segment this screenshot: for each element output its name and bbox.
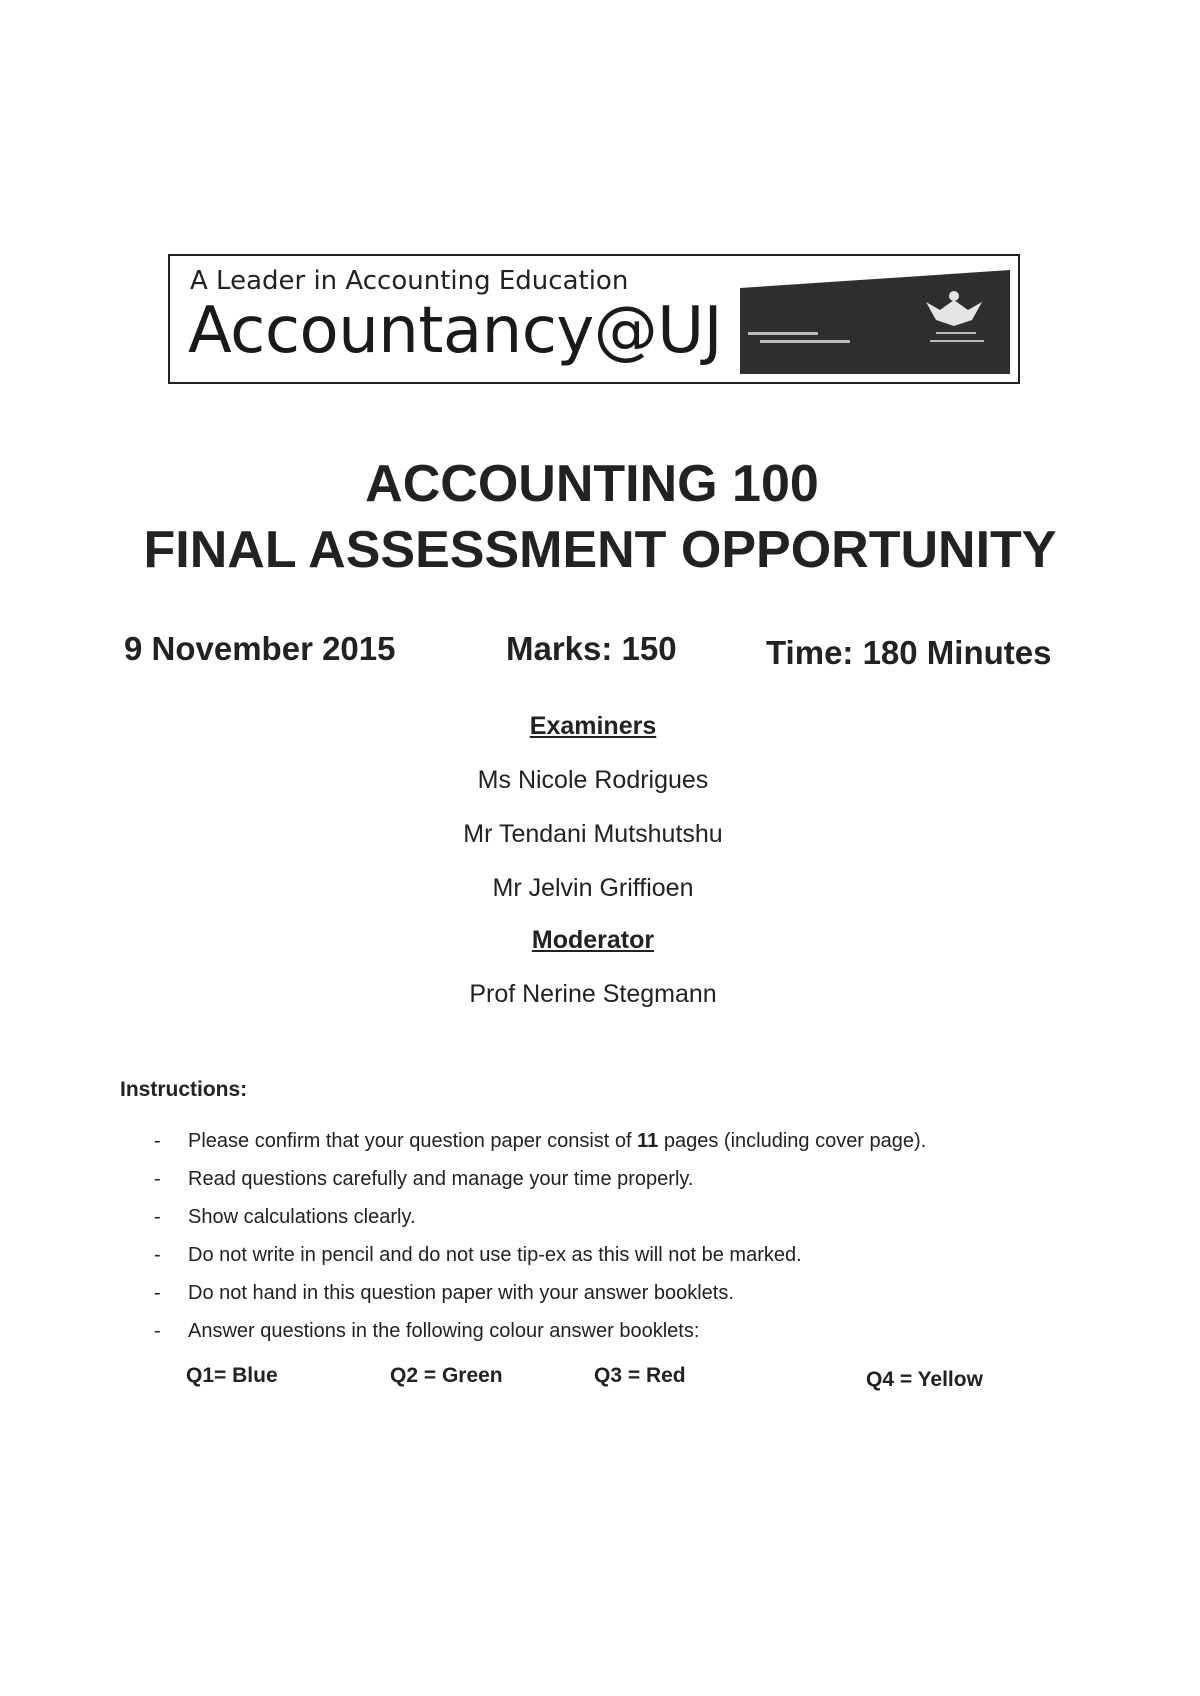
- assessment-title: FINAL ASSESSMENT OPPORTUNITY: [143, 521, 1057, 579]
- exam-date: 9 November 2015: [124, 630, 396, 667]
- examiner-name: Mr Jelvin Griffioen: [492, 874, 694, 902]
- instruction-item: - Do not write in pencil and do not use tip-ex as this will not be marked.: [154, 1244, 802, 1266]
- exam-duration: Time: 180 Minutes: [766, 634, 1052, 671]
- instructions-heading: Instructions:: [120, 1078, 248, 1101]
- booklet-colour-q1: Q1= Blue: [186, 1364, 278, 1387]
- instruction-item: - Show calculations clearly.: [154, 1206, 416, 1228]
- booklet-colour-q4: Q4 = Yellow: [866, 1368, 983, 1391]
- instruction-item: - Answer questions in the following colour answer booklets:: [154, 1320, 700, 1342]
- examiner-name: Ms Nicole Rodrigues: [477, 766, 709, 794]
- banner-tagline: A Leader in Accounting Education: [190, 266, 629, 296]
- booklet-colour-q3: Q3 = Red: [594, 1364, 686, 1387]
- instruction-item: - Do not hand in this question paper with your answer booklets.: [154, 1282, 734, 1304]
- examiners-heading: Examiners: [529, 712, 657, 740]
- examiner-name: Mr Tendani Mutshutshu: [463, 820, 723, 848]
- moderator-heading: Moderator: [531, 926, 655, 954]
- instructions-list: [150, 1128, 1050, 1356]
- course-title: ACCOUNTING 100: [365, 455, 819, 513]
- banner-brand: Accountancy@UJ: [188, 294, 722, 368]
- university-of-johannesburg-logo: [740, 270, 1010, 374]
- total-marks: Marks: 150: [506, 630, 677, 667]
- booklet-colour-q2: Q2 = Green: [390, 1364, 503, 1387]
- instruction-item: - Please confirm that your question paper consist of 11 pages (including cover page).: [154, 1130, 927, 1152]
- moderator-name: Prof Nerine Stegmann: [469, 980, 717, 1008]
- instruction-item: - Read questions carefully and manage your time properly.: [154, 1168, 694, 1190]
- header-banner: [168, 254, 1020, 384]
